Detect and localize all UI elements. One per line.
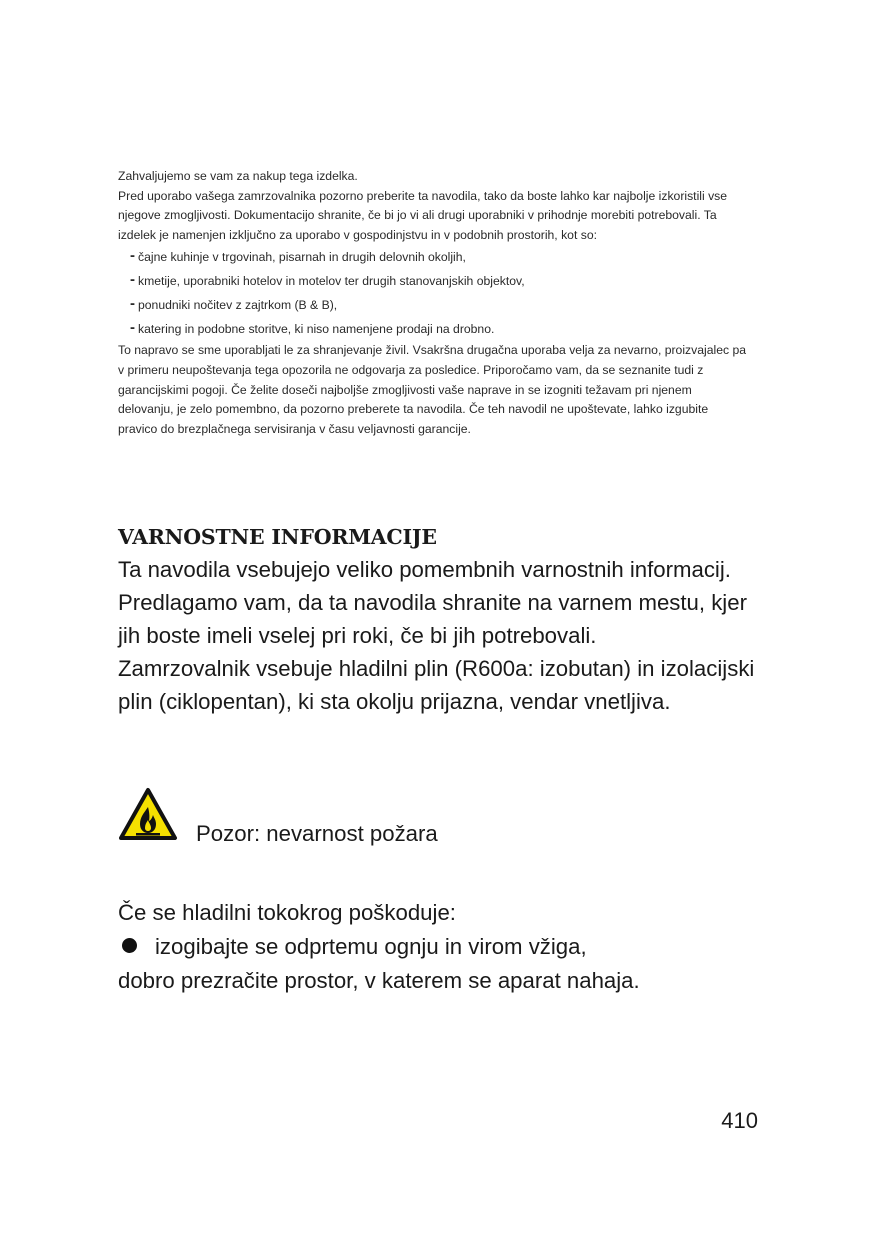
list-item: - čajne kuhinje v trgovinah, pisarnah in drugih delovnih okoljih, [130, 245, 748, 269]
list-item: - katering in podobne storitve, ki niso namenjene prodaji na drobno. [130, 317, 748, 341]
intro-paragraph-2: To napravo se sme uporabljati le za shranjevanje živil. Vsakršna drugačna uporaba velja za nevarno, proizvajalec pa v primeru neupoštevanja tega opozorila ne odgovarja za posledice. Priporočamo vam, da se seznanite tudi z garancijskimi pogoji. Če želite doseči najboljše zmogljivosti vaše naprave in se izogniti težavam pri njenem delovanju, je zelo pomembno, da pozorno preberete ta navodila. Če teh navodil ne upoštevate, lahko izgubite pravico do brezplačnega servisiranja v času veljavnosti garancije. [118, 343, 747, 436]
section-heading: VARNOSTNE INFORMACIJE [118, 525, 437, 549]
intro-paragraph-1: Pred uporabo vašega zamrzovalnika pozorno preberite ta navodila, tako da boste lahko kar najbolje izkoristili vse njegove zmogljivosti. Dokumentacijo shranite, če bi jo vi ali drugi uporabniki v prihodnje morebiti potrebovali. Ta izdelek je namenjen izključno za uporabo v gospodinjstvu in v podobnih prostorih, kot so: [118, 188, 728, 242]
warning-text: Pozor: nevarnost požara [196, 821, 438, 846]
list-item: - ponudniki nočitev z zajtrkom (B & B), [130, 293, 748, 317]
bullet-dot-icon [122, 938, 137, 953]
usage-list [118, 245, 748, 341]
page-number: 410 [721, 1108, 758, 1133]
intro-section [118, 167, 748, 439]
safety-section [118, 521, 758, 718]
circuit-lead: Če se hladilni tokokrog poškoduje: [118, 900, 456, 925]
dash-bullet: - [130, 295, 135, 313]
dash-bullet: - [130, 271, 135, 289]
flammable-warning-icon [118, 787, 178, 841]
intro-thanks: Zahvaljujemo se vam za nakup tega izdelka. [118, 169, 358, 183]
dash-bullet: - [130, 247, 135, 265]
list-item: - kmetije, uporabniki hotelov in motelov ter drugih stanovanjskih objektov, [130, 269, 748, 293]
dash-bullet: - [130, 319, 135, 337]
list-item: izogibajte se odprtemu ognju in virom vžiga, [118, 930, 758, 964]
circuit-line-2: dobro prezračite prostor, v katerem se aparat nahaja. [118, 968, 640, 993]
fire-warning [118, 787, 758, 846]
circuit-damage-section [118, 896, 758, 998]
safety-paragraph-2: Zamrzovalnik vsebuje hladilni plin (R600a: izobutan) in izolacijski plin (ciklopentan), ki sta okolju prijazna, vendar vnetljiva. [118, 656, 755, 714]
safety-paragraph-1: Ta navodila vsebujejo veliko pomembnih varnostnih informacij. Predlagamo vam, da ta navodila shranite na varnem mestu, kjer jih boste imeli vselej pri roki, če bi jih potrebovali. [118, 557, 747, 648]
